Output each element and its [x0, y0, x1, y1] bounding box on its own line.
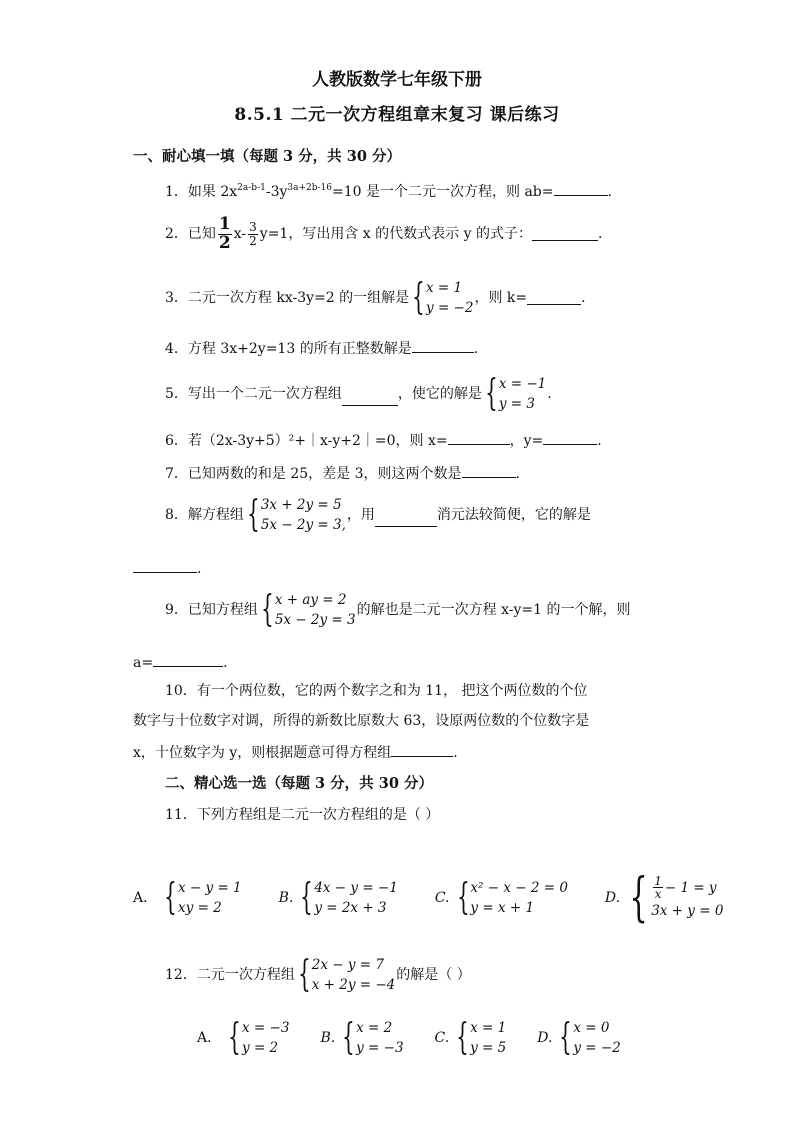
q9-end: . — [223, 655, 228, 671]
q8-system: { 3x + 2y = 5 5x − 2y = 3, — [247, 494, 346, 536]
brace-icon: { — [297, 954, 311, 996]
brace-icon: { — [247, 494, 260, 536]
q5-text: 5．写出一个二元一次方程组 — [165, 386, 342, 403]
q5-end: . — [547, 386, 552, 403]
question-8 — [165, 495, 591, 536]
q12-option-b[interactable]: B. { x = 2 y = −3 — [320, 1017, 404, 1059]
q10-end: . — [453, 745, 458, 761]
q1-exp2: 3a+2b-16 — [287, 183, 333, 193]
q4-answer-blank[interactable] — [412, 340, 474, 353]
brace-icon: { — [629, 868, 648, 928]
q1-end: . — [607, 184, 612, 200]
brace-icon: { — [342, 1017, 355, 1059]
q12-options — [197, 1018, 658, 1059]
q8-end: . — [197, 561, 202, 577]
q9-text: 9．已知方程组 — [165, 602, 258, 619]
q1-exp1: 2a-b-1 — [237, 183, 266, 193]
q6-mid: ，y= — [509, 433, 544, 449]
question-10-line-3 — [133, 744, 458, 760]
q8-post2: 消元法较简便，它的解是 — [436, 507, 591, 524]
brace-icon: { — [261, 589, 274, 631]
question-10-line-1: 10．有一个两位数，它的两个数字之和为 11， 把这个两位数的个位 — [165, 683, 588, 699]
section-choice-heading: 二、精心选一选（每题 3 分，共 30 分） — [165, 775, 433, 792]
brace-icon: { — [456, 1017, 469, 1059]
question-1 — [165, 183, 612, 199]
q12-option-c[interactable]: C. { x = 1 y = 5 — [434, 1017, 507, 1059]
q10-answer-blank[interactable] — [391, 744, 453, 757]
q7-end: . — [515, 466, 520, 482]
q8-post: ，用 — [346, 507, 375, 524]
q2-fraction-1: $\frac{1}{2}$ — [218, 214, 231, 253]
q12-text: 12．二元一次方程组 — [165, 967, 295, 984]
q7-text: 7．已知两数的和是 25，差是 3，则这两个数是 — [165, 466, 462, 482]
q2-answer-blank[interactable] — [532, 228, 598, 241]
q6-text: 6．若（2x-3y+5）²+｜x-y+2｜=0，则 x= — [165, 433, 448, 449]
q5-mid: ，使它的解是 — [397, 386, 482, 403]
q2-fraction-2: $\frac{3}{2}$ — [249, 220, 257, 248]
question-10-line-2: 数字与十位数字对调，所得的新数比原数大 63，设原两位数的个位数字是 — [133, 713, 590, 729]
q8-text: 8．解方程组 — [165, 507, 244, 524]
brace-icon: { — [300, 877, 314, 918]
question-4 — [165, 340, 478, 356]
q8-method-blank[interactable] — [375, 514, 437, 527]
q9-cont: a= — [133, 655, 154, 671]
brace-icon: { — [228, 1017, 241, 1059]
question-7 — [165, 465, 520, 481]
q11-option-c[interactable]: C. { x² − x − 2 = 0 y = x + 1 — [434, 877, 568, 918]
q10-text: x，十位数字为 y，则根据题意可得方程组 — [133, 745, 392, 761]
q2-end: . — [597, 226, 603, 243]
q12-option-a[interactable]: A． { x = −3 y = 2 — [197, 1017, 290, 1059]
question-12 — [165, 955, 471, 996]
q9-system: { x + ay = 2 5x − 2y = 3 — [261, 589, 356, 631]
brace-icon: { — [456, 877, 470, 918]
q12-post: 的解是（ ） — [396, 967, 471, 984]
brace-icon: { — [164, 877, 177, 918]
q5-system: { x = −1 y = 3 — [485, 373, 547, 415]
q12-option-d[interactable]: D. { x = 0 y = −2 — [537, 1017, 621, 1059]
q3-text: 3．二元一次方程 kx-3y=2 的一组解是 — [165, 290, 410, 307]
q3-answer-blank[interactable] — [527, 292, 581, 305]
q4-text: 4．方程 3x+2y=13 的所有正整数解是 — [165, 341, 412, 357]
q9-answer-blank[interactable] — [153, 654, 223, 667]
q11-options — [133, 868, 760, 928]
q11-option-b[interactable]: B. { 4x − y = −1 y = 2x + 3 — [278, 877, 398, 918]
q6-y-blank[interactable] — [543, 432, 597, 445]
question-5 — [165, 374, 552, 415]
brace-icon: { — [485, 373, 498, 415]
q7-answer-blank[interactable] — [462, 465, 516, 478]
question-9 — [165, 590, 630, 631]
page-subtitle: 8.5.1 二元一次方程组章末复习 课后练习 — [234, 105, 560, 125]
page-title: 人教版数学七年级下册 — [312, 70, 482, 90]
q4-end: . — [473, 341, 479, 357]
brace-icon: { — [412, 277, 425, 319]
question-9-continuation — [133, 654, 228, 670]
q1-answer-blank[interactable] — [554, 183, 608, 196]
q12-system: { 2x − y = 7 x + 2y = −4 — [297, 954, 396, 996]
q2-post: y=1，写出用含 x 的代数式表示 y 的式子： — [259, 226, 532, 243]
q3-post: ，则 k= — [474, 290, 528, 307]
q2-text: 2．已知 — [165, 226, 216, 243]
question-6 — [165, 432, 602, 448]
section-fill-in-heading: 一、耐心填一填（每题 3 分，共 30 分） — [133, 148, 401, 165]
brace-icon: { — [559, 1017, 573, 1059]
question-11: 11．下列方程组是二元一次方程组的是（ ） — [165, 807, 440, 823]
q1-text: 1．如果 2x — [165, 184, 238, 200]
question-3 — [165, 278, 586, 319]
q9-post: 的解也是二元一次方程 x-y=1 的一个解，则 — [356, 602, 631, 619]
q3-system: { x = 1 y = −2 — [412, 277, 474, 319]
q2-mid: x- — [233, 226, 247, 243]
q5-answer-blank[interactable] — [342, 393, 398, 406]
q3-end: . — [581, 290, 586, 307]
question-2 — [165, 216, 602, 253]
q6-x-blank[interactable] — [448, 432, 510, 445]
q11-option-d[interactable]: D. { $\frac{1}{x}$ − 1 = y 3x + y = 0 — [604, 868, 724, 928]
q8-solution-blank[interactable] — [133, 560, 197, 573]
q6-end: . — [597, 433, 602, 449]
question-8-continuation — [133, 560, 201, 576]
q1-post: =10 是一个二元一次方程，则 ab= — [332, 184, 554, 200]
q1-mid: -3y — [265, 184, 288, 200]
q11-option-a[interactable]: A． { x − y = 1 xy = 2 — [133, 877, 242, 918]
